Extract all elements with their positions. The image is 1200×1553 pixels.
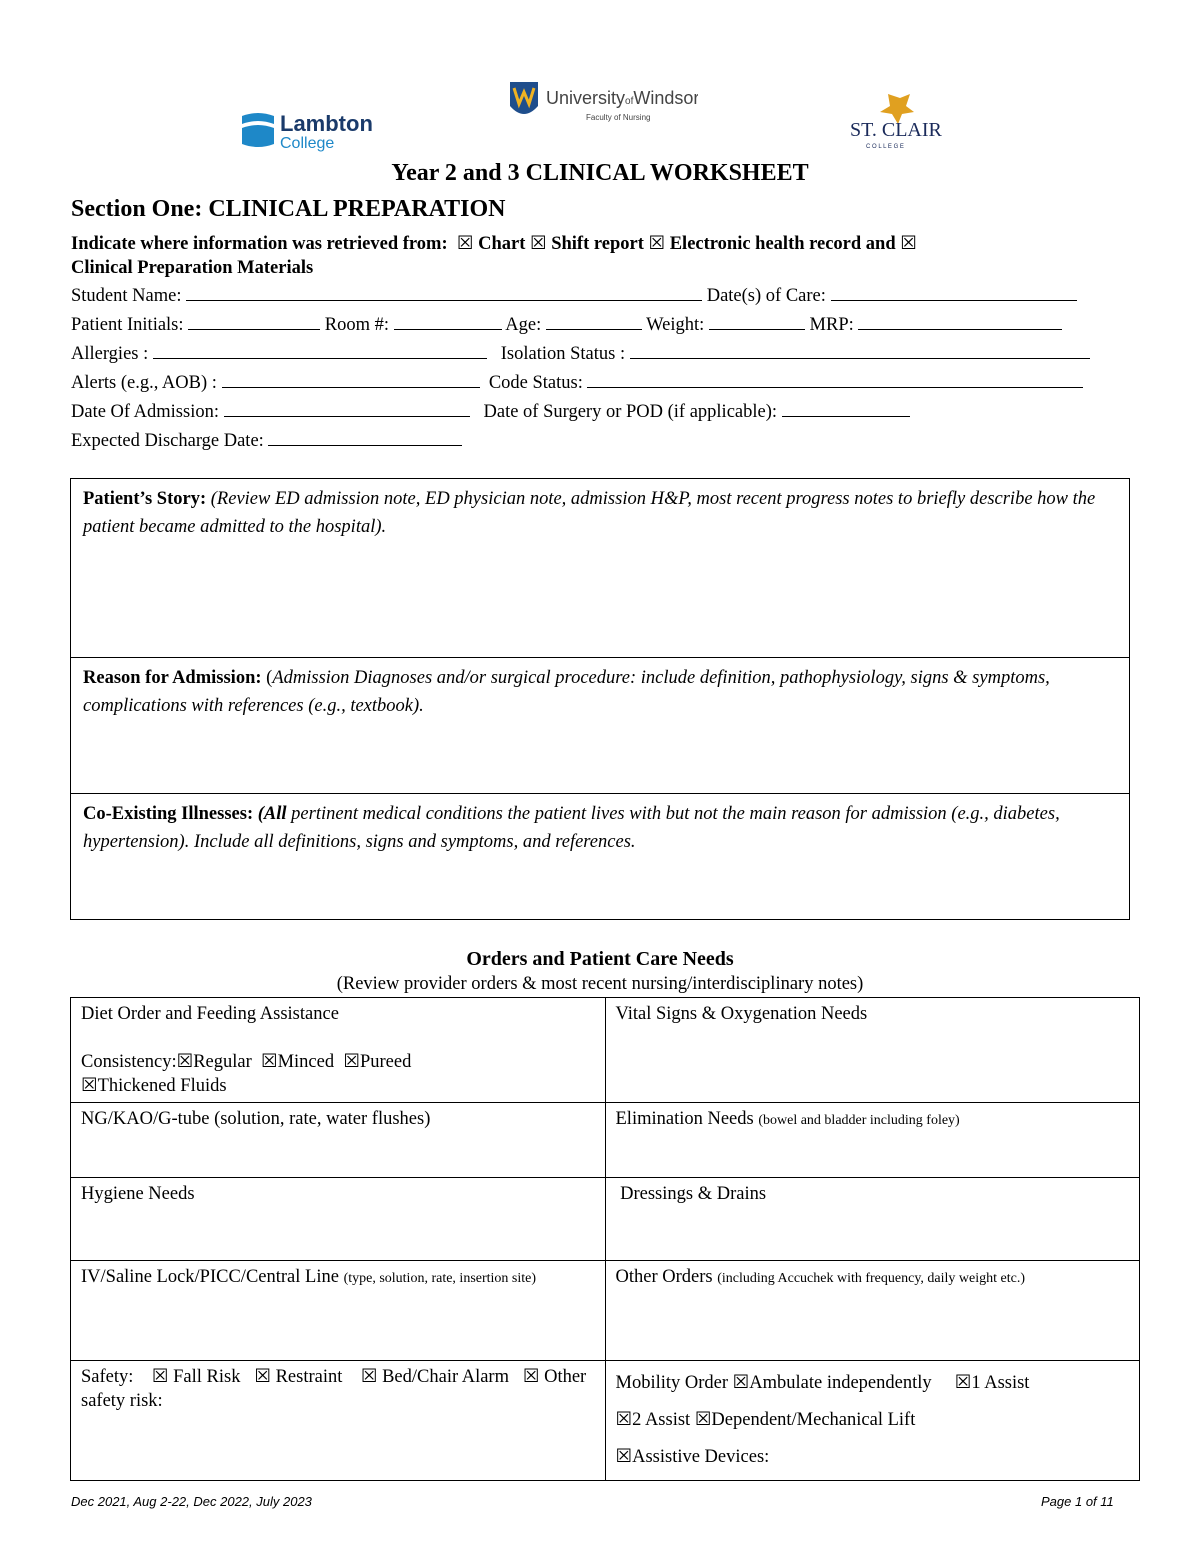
assist1-checkbox[interactable]: ☒ bbox=[954, 1373, 972, 1393]
other-orders-cell[interactable]: Other Orders (including Accuchek with frequency, daily weight etc.) bbox=[605, 1261, 1140, 1361]
ambulate-checkbox[interactable]: ☒ bbox=[732, 1373, 750, 1393]
date-admission-field[interactable] bbox=[224, 400, 470, 417]
mobility-cell[interactable]: Mobility Order ☒Ambulate independently ☒1 Assist ☒2 Assist ☒Dependent/Mechanical Lift ☒Assistive Devices: bbox=[605, 1361, 1140, 1481]
elimination-cell[interactable]: Elimination Needs (bowel and bladder including foley) bbox=[605, 1103, 1140, 1178]
reason-for-admission-section[interactable]: Reason for Admission: (Admission Diagnoses and/or surgical procedure: include definition, pathophysiology, signs & symptoms, complications with references (e.g., textbook). bbox=[71, 657, 1129, 793]
orders-title: Orders and Patient Care Needs bbox=[466, 948, 734, 970]
room-field[interactable] bbox=[394, 313, 502, 330]
dates-of-care-label: Date(s) of Care: bbox=[706, 286, 826, 306]
university-of-windsor-logo bbox=[508, 80, 698, 126]
svg-text:College: College bbox=[280, 135, 335, 152]
assistive-checkbox[interactable]: ☒ bbox=[615, 1447, 633, 1467]
fall-risk-checkbox[interactable]: ☒ bbox=[151, 1367, 169, 1387]
retrieved-from-line: Indicate where information was retrieved from: ☒ Chart ☒ Shift report ☒ Electronic health record and ☒ Clinical Preparation Materials bbox=[71, 234, 917, 278]
code-status-field[interactable] bbox=[587, 371, 1083, 388]
clinical-narrative-box bbox=[70, 478, 1130, 920]
dependent-checkbox[interactable]: ☒ bbox=[694, 1410, 712, 1430]
lambton-college-logo bbox=[240, 110, 390, 156]
svg-text:ST. CLAIR: ST. CLAIR bbox=[850, 119, 942, 141]
co-existing-illnesses-section[interactable]: Co-Existing Illnesses: (All pertinent medical conditions the patient lives with but not the main reason for admission (e.g., diabetes, hypertension). Include all definitions, signs and symptoms, and references. bbox=[71, 793, 1129, 920]
expected-discharge-label: Expected Discharge Date: bbox=[71, 431, 264, 451]
allergies-row bbox=[71, 342, 1090, 365]
orders-table bbox=[70, 997, 1140, 1481]
expected-discharge-field[interactable] bbox=[268, 429, 462, 446]
hygiene-cell[interactable]: Hygiene Needs bbox=[71, 1178, 606, 1261]
patient-initials-row bbox=[71, 313, 1062, 336]
orders-subtitle: (Review provider orders & most recent nursing/interdisciplinary notes) bbox=[336, 974, 864, 994]
diet-order-cell[interactable]: Diet Order and Feeding Assistance Consistency:☒Regular ☒Minced ☒Pureed ☒Thickened Fluids bbox=[71, 998, 606, 1103]
mrp-field[interactable] bbox=[858, 313, 1062, 330]
regular-checkbox[interactable]: ☒ bbox=[176, 1052, 194, 1072]
vital-signs-cell[interactable]: Vital Signs & Oxygenation Needs bbox=[605, 998, 1140, 1103]
mrp-label: MRP: bbox=[809, 315, 854, 335]
clinical-prep-checkbox[interactable]: ☒ bbox=[900, 234, 917, 254]
footer-revision-dates: Dec 2021, Aug 2-22, Dec 2022, July 2023 bbox=[71, 1494, 312, 1509]
patient-initials-field[interactable] bbox=[188, 313, 320, 330]
date-admission-label: Date Of Admission: bbox=[71, 402, 219, 422]
footer-page-number: Page 1 of 11 bbox=[1041, 1494, 1114, 1509]
svg-text:Faculty of Nursing: Faculty of Nursing bbox=[586, 113, 651, 122]
allergies-field[interactable] bbox=[153, 342, 487, 359]
dressings-cell[interactable]: Dressings & Drains bbox=[605, 1178, 1140, 1261]
admission-row bbox=[71, 400, 910, 423]
patient-initials-label: Patient Initials: bbox=[71, 315, 184, 335]
weight-field[interactable] bbox=[709, 313, 805, 330]
svg-text:C O L L E G E: C O L L E G E bbox=[866, 144, 904, 150]
discharge-row bbox=[71, 429, 462, 452]
ehr-checkbox[interactable]: ☒ bbox=[648, 234, 666, 254]
bed-chair-checkbox[interactable]: ☒ bbox=[360, 1367, 378, 1387]
svg-text:Lambton: Lambton bbox=[280, 111, 373, 136]
pureed-checkbox[interactable]: ☒ bbox=[343, 1052, 360, 1072]
minced-checkbox[interactable]: ☒ bbox=[261, 1052, 278, 1072]
safety-cell[interactable]: Safety: ☒ Fall Risk ☒ Restraint ☒ Bed/Chair Alarm ☒ Other safety risk: bbox=[71, 1361, 606, 1481]
student-name-label: Student Name: bbox=[71, 286, 182, 306]
shift-report-checkbox[interactable]: ☒ bbox=[529, 234, 547, 254]
other-safety-checkbox[interactable]: ☒ bbox=[522, 1367, 540, 1387]
student-name-field[interactable] bbox=[186, 284, 702, 301]
patients-story-section[interactable]: Patient’s Story: (Review ED admission note, ED physician note, admission H&P, most recent progress notes to briefly describe how the patient became admitted to the hospital). bbox=[83, 489, 1096, 537]
weight-label: Weight: bbox=[646, 315, 705, 335]
section-title: Section One: CLINICAL PREPARATION bbox=[71, 196, 506, 222]
svg-text:UniversityofWindsor: UniversityofWindsor bbox=[546, 88, 698, 108]
age-label: Age: bbox=[505, 315, 542, 335]
assist2-checkbox[interactable]: ☒ bbox=[615, 1410, 633, 1430]
dates-of-care-field[interactable] bbox=[831, 284, 1077, 301]
isolation-label: Isolation Status : bbox=[500, 344, 626, 364]
alerts-field[interactable] bbox=[222, 371, 480, 388]
ng-tube-cell[interactable]: NG/KAO/G-tube (solution, rate, water flushes) bbox=[71, 1103, 606, 1178]
isolation-field[interactable] bbox=[630, 342, 1090, 359]
age-field[interactable] bbox=[546, 313, 642, 330]
student-name-row bbox=[71, 284, 1077, 307]
allergies-label: Allergies : bbox=[71, 344, 149, 364]
alerts-label: Alerts (e.g., AOB) : bbox=[71, 373, 217, 393]
iv-cell[interactable]: IV/Saline Lock/PICC/Central Line (type, solution, rate, insertion site) bbox=[71, 1261, 606, 1361]
code-status-label: Code Status: bbox=[488, 373, 583, 393]
date-surgery-label: Date of Surgery or POD (if applicable): bbox=[483, 402, 778, 422]
st-clair-college-logo bbox=[848, 92, 948, 150]
document-title: Year 2 and 3 CLINICAL WORKSHEET bbox=[391, 160, 809, 186]
thickened-checkbox[interactable]: ☒ bbox=[81, 1076, 98, 1096]
alerts-row bbox=[71, 371, 1083, 394]
chart-checkbox[interactable]: ☒ bbox=[456, 234, 474, 254]
restraint-checkbox[interactable]: ☒ bbox=[254, 1367, 271, 1387]
date-surgery-field[interactable] bbox=[782, 400, 910, 417]
room-label: Room #: bbox=[324, 315, 390, 335]
